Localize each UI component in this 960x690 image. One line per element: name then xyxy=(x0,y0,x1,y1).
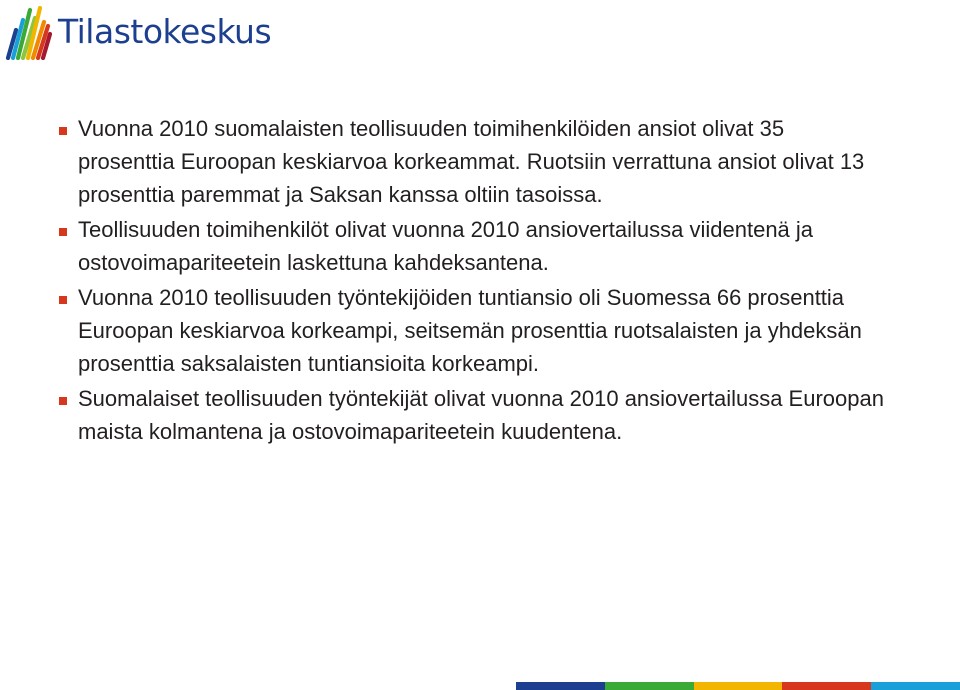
footer-color-bar xyxy=(516,682,960,690)
bullet-item xyxy=(56,281,886,380)
bullet-text: Vuonna 2010 suomalaisten teollisuuden toimihenkilöiden ansiot olivat 35 prosenttia Euroopan keskiarvoa korkeammat. Ruotsiin verrattuna ansiot olivat 13 prosenttia paremmat ja Saksan kanssa oltiin tasoissa. xyxy=(78,116,865,207)
bullet-square-icon xyxy=(59,228,67,236)
slide-content xyxy=(56,112,886,450)
footer-bar-segment xyxy=(605,682,694,690)
footer-bar-segment xyxy=(516,682,605,690)
bullet-square-icon xyxy=(59,397,67,405)
logo-wordmark: Tilastokeskus xyxy=(58,12,272,51)
footer-bar-segment xyxy=(782,682,871,690)
bullet-square-icon xyxy=(59,127,67,135)
bullet-item xyxy=(56,382,886,448)
footer-bar-segment xyxy=(871,682,960,690)
bullet-square-icon xyxy=(59,296,67,304)
bullet-text: Vuonna 2010 teollisuuden työntekijöiden tuntiansio oli Suomessa 66 prosenttia Euroopan keskiarvoa korkeampi, seitsemän prosenttia ruotsalaisten ja yhdeksän prosenttia saksalaisten tuntiansioita korkeampi. xyxy=(78,285,862,376)
footer-bar-segment xyxy=(694,682,783,690)
bullet-list xyxy=(56,112,886,448)
bullet-text: Teollisuuden toimihenkilöt olivat vuonna 2010 ansiovertailussa viidentenä ja ostovoimapariteetein laskettuna kahdeksantena. xyxy=(78,217,814,275)
bullet-item xyxy=(56,112,886,211)
tilastokeskus-logo xyxy=(4,4,271,60)
bullet-item xyxy=(56,213,886,279)
bullet-text: Suomalaiset teollisuuden työntekijät olivat vuonna 2010 ansiovertailussa Euroopan maista kolmantena ja ostovoimapariteetein kuudentena. xyxy=(78,386,884,444)
tilastokeskus-logo-icon xyxy=(4,4,52,60)
